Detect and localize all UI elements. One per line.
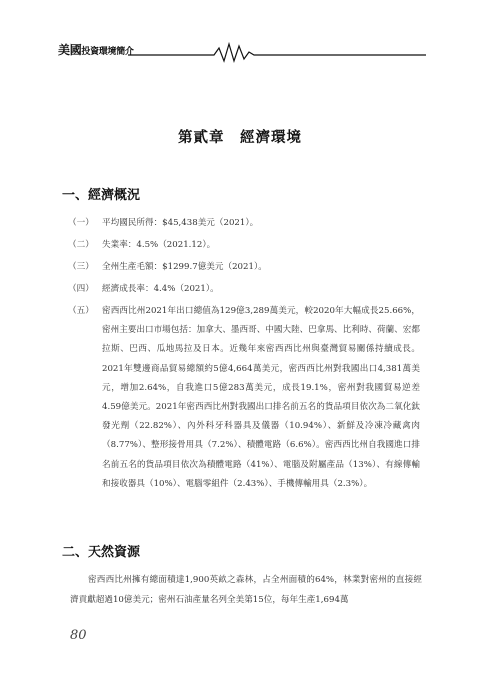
header-pulse-line <box>58 41 426 63</box>
list-item-number: （四） <box>68 284 94 294</box>
list-item-number: （一） <box>68 218 94 228</box>
list-item <box>68 280 420 299</box>
list-item-text: 失業率：4.5%（2021.12）。 <box>102 240 216 250</box>
list-item-number: （二） <box>68 240 94 250</box>
chapter-title: 第貳章 經濟環境 <box>178 129 302 146</box>
list-item-text: 經濟成長率：4.4%（2021）。 <box>102 284 219 294</box>
list-item-text: 平均國民所得：$45,438美元（2021）。 <box>102 218 259 228</box>
body-paragraph: 密西西比州擁有總面積達1,900英畝之森林，占全州面積的64%，林業對密州的直接經濟貢獻超過10億美元；密州石油產量名列全美第15位，每年生產1,694萬 <box>70 575 422 605</box>
list-item <box>68 302 420 494</box>
section-heading-natural-resources: 二、天然資源 <box>62 545 141 560</box>
list-item <box>68 258 420 277</box>
list-item-number: （五） <box>68 306 94 316</box>
page-number: 80 <box>70 628 87 643</box>
header-title-main: 美國 <box>58 43 82 57</box>
section-heading-economy: 一、經濟概況 <box>62 188 141 203</box>
list-item-text: 密西西比州2021年出口總值為129億3,289萬美元，較2020年大幅成長25.66%，密州主要出口市場包括：加拿大、墨西哥、中國大陸、巴拿馬、比利時、荷蘭、宏都拉斯、巴西、瓜地馬拉及日本。近幾年來密西西比州與臺灣貿易關係持續成長。2021年雙邊商品貿易總額約5億4,664萬美元，密西西比州對我國出口4,381萬美元，增加2.64%，自我進口5億283萬美元，成長19.1%，密州對我國貿易逆差4.59億美元。2021年密西西比州對我國出口排名前五名的貨品項目依次為二氧化鈦發光劑（22.82%）、內外科牙科器具及儀器（10.94%）、新鮮及冷凍冷藏禽肉（8.77%）、整形接骨用具（7.2%）、積體電路（6.6%）。密西西比州自我國進口排名前五名的貨品項目依次為積體電路（41%）、電腦及附屬產品（13%）、有線傳輸和接收器具（10%）、電腦零組件（2.43%）、手機傳輸用具（2.3%）。 <box>102 306 420 489</box>
list-item <box>68 214 420 233</box>
list-item <box>68 236 420 255</box>
list-item-text: 全州生產毛額：$1299.7億美元（2021）。 <box>102 262 267 272</box>
header-title-sub: 投資環境簡介 <box>81 47 134 57</box>
running-header <box>58 41 426 63</box>
list-item-number: （三） <box>68 262 94 272</box>
